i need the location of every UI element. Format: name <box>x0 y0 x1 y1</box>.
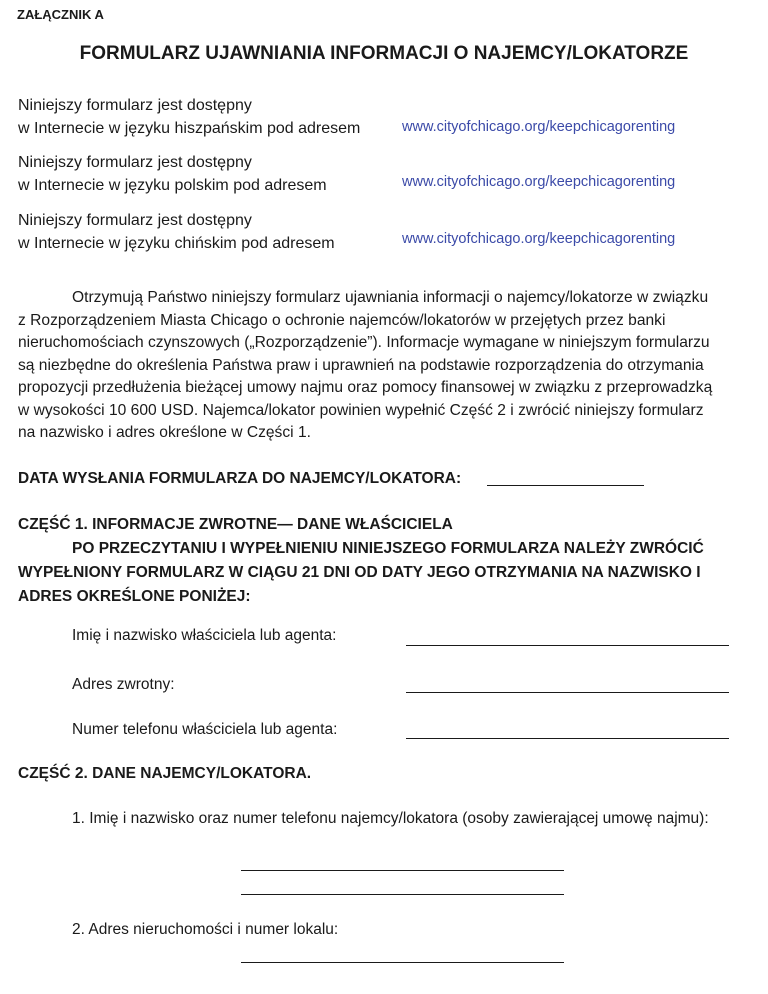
language-row-spanish <box>18 94 398 140</box>
tenant-name-field[interactable] <box>241 870 564 871</box>
owner-phone-field[interactable] <box>406 738 729 739</box>
part1-heading: CZĘŚĆ 1. INFORMACJE ZWROTNE— DANE WŁAŚCICIELA <box>18 516 453 533</box>
language-text-line1: Niniejszy formularz jest dostępny <box>18 154 252 171</box>
sent-date-label: DATA WYSŁANIA FORMULARZA DO NAJEMCY/LOKATORA: <box>18 470 462 487</box>
part1-instruction-rest: WYPEŁNIONY FORMULARZ W CIĄGU 21 DNI OD DATY JEGO OTRZYMANIA NA NAZWISKO I ADRES OKREŚLONE PONIŻEJ: <box>18 564 701 605</box>
language-text-line2: w Internecie w języku polskim pod adresem <box>18 177 327 194</box>
return-address-field[interactable] <box>406 692 729 693</box>
property-address-field[interactable] <box>241 962 564 963</box>
owner-name-label: Imię i nazwisko właściciela lub agenta: <box>72 627 337 644</box>
question-1-label: 1. Imię i nazwisko oraz numer telefonu najemcy/lokatora (osoby zawierającej umowę najmu): <box>72 810 709 827</box>
url-link-spanish[interactable]: www.cityofchicago.org/keepchicagorenting <box>402 119 676 135</box>
tenant-phone-field[interactable] <box>241 894 564 895</box>
sent-date-field[interactable] <box>487 485 644 486</box>
language-text-line2: w Internecie w języku chińskim pod adresem <box>18 235 335 252</box>
owner-name-field[interactable] <box>406 645 729 646</box>
url-link-chinese[interactable]: www.cityofchicago.org/keepchicagorenting <box>402 231 676 247</box>
language-row-chinese <box>18 209 398 255</box>
question-2-label: 2. Adres nieruchomości i numer lokalu: <box>72 921 339 938</box>
language-text-line1: Niniejszy formularz jest dostępny <box>18 97 252 114</box>
url-link-polish[interactable]: www.cityofchicago.org/keepchicagorenting <box>402 174 676 190</box>
part2-heading: CZĘŚĆ 2. DANE NAJEMCY/LOKATORA. <box>18 765 312 782</box>
language-text-line2: w Internecie w języku hiszpańskim pod adresem <box>18 120 361 137</box>
form-title: FORMULARZ UJAWNIANIA INFORMACJI O NAJEMCY/LOKATORZE <box>79 43 689 64</box>
part1-instruction-line1: PO PRZECZYTANIU I WYPEŁNIENIU NINIEJSZEGO FORMULARZA NALEŻY ZWRÓCIĆ <box>72 540 704 557</box>
intro-paragraph: Otrzymują Państwo niniejszy formularz ujawniania informacji o najemcy/lokatorze w związku z Rozporządzeniem Miasta Chicago o ochronie najemców/lokatorów w przejętych przez banki nieruchomościach czynszowych („Rozporządzenie”). Informacje wymagane w niniejszym formularzu są niezbędne do określenia Państwa praw i uprawnień na podstawie rozporządzenia do otrzymania propozycji przedłużenia bieżącej umowy najmu oraz pomocy finansowej w związku z przeprowadzką w wysokości 10 600 USD. Najemca/lokator powinien wypełnić Część 2 i zwrócić niniejszy formularz na nazwisko i adres określone w Części 1. <box>18 289 713 441</box>
language-text-line1: Niniejszy formularz jest dostępny <box>18 212 252 229</box>
return-address-label: Adres zwrotny: <box>72 676 175 693</box>
language-row-polish <box>18 151 398 197</box>
owner-phone-label: Numer telefonu właściciela lub agenta: <box>72 721 338 738</box>
part1-section <box>18 513 748 609</box>
appendix-label: ZAŁĄCZNIK A <box>17 7 104 22</box>
